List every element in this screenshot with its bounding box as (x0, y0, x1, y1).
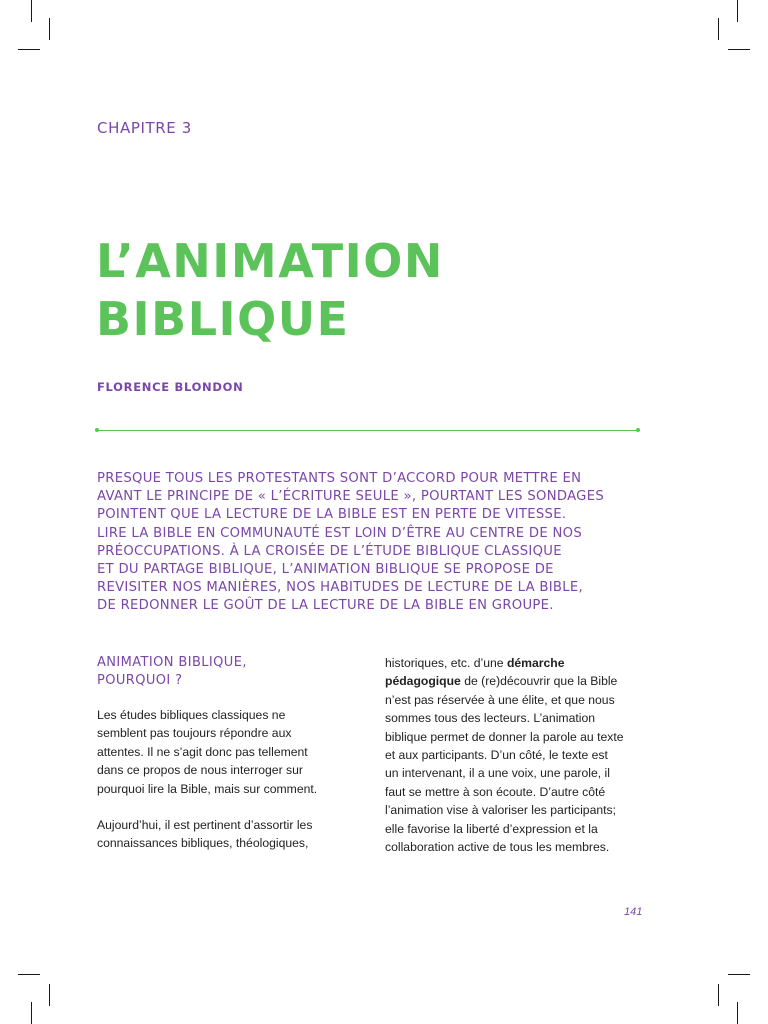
section-heading (97, 654, 337, 689)
crop-mark (49, 18, 50, 40)
body-line: Aujourd’hui, il est pertinent d’assortir les (97, 818, 313, 833)
title-line: L’ANIMATION (96, 234, 444, 288)
body-text: de (re)découvrir que la Bible (460, 674, 618, 689)
body-line: un intervenant, il a une voix, une parole, il (385, 766, 610, 781)
crop-mark (728, 49, 750, 50)
crop-mark (31, 0, 32, 22)
intro-line: AVANT LE PRINCIPE DE « L’ÉCRITURE SEULE », POURTANT LES SONDAGES (97, 489, 604, 505)
body-line: l’animation vise à valoriser les participants; (385, 803, 616, 818)
title-line: BIBLIQUE (96, 292, 350, 346)
body-line: elle favorise la liberté d’expression et la (385, 821, 598, 836)
body-line: attentes. Il ne s’agit donc pas tellement (97, 744, 308, 759)
divider-dot (95, 428, 99, 432)
body-line: collaboration active de tous les membres. (385, 840, 610, 855)
body-line: dans ce propos de nous interroger sur (97, 763, 303, 778)
intro-line: POINTENT QUE LA LECTURE DE LA BIBLE EST EN PERTE DE VITESSE. (97, 507, 567, 523)
body-text: historiques, etc. d’une (385, 656, 507, 670)
paragraph-gap (97, 798, 337, 816)
crop-mark (728, 974, 750, 975)
page-number: 141 (624, 906, 643, 918)
intro-line: PRÉOCCUPATIONS. À LA CROISÉE DE L’ÉTUDE BIBLIQUE CLASSIQUE (97, 543, 562, 559)
body-line: faut se mettre à son écoute. D’autre côté (385, 784, 606, 799)
right-column (385, 654, 645, 856)
intro-line: ET DU PARTAGE BIBLIQUE, L’ANIMATION BIBLIQUE SE PROPOSE DE (97, 562, 554, 578)
body-line (385, 654, 645, 672)
body-line: pourquoi lire la Bible, mais sur comment. (97, 781, 318, 796)
body-line: semblent pas toujours répondre aux (97, 726, 292, 741)
crop-mark (737, 1002, 738, 1024)
emphasis-text: pédagogique (385, 674, 461, 689)
divider (97, 430, 638, 431)
body-line: biblique permet de donner la parole au texte (385, 729, 624, 744)
crop-mark (718, 18, 719, 40)
body-line (385, 672, 645, 690)
crop-mark (737, 0, 738, 22)
crop-mark (31, 1002, 32, 1024)
body-line: n’est pas réservée à une élite, et que nous (385, 692, 615, 707)
section-heading-line: POURQUOI ? (97, 672, 183, 688)
section-heading-line: ANIMATION BIBLIQUE, (97, 655, 247, 670)
intro-line: DE REDONNER LE GOÛT DE LA LECTURE DE LA BIBLE EN GROUPE. (97, 598, 554, 614)
crop-mark (718, 984, 719, 1006)
crop-mark (18, 974, 40, 975)
chapter-label: CHAPITRE 3 (97, 119, 192, 137)
left-column (97, 654, 337, 853)
emphasis-text: démarche (506, 656, 565, 670)
intro-paragraph (97, 470, 657, 616)
crop-mark (49, 984, 50, 1006)
body-line: connaissances bibliques, théologiques, (97, 836, 309, 851)
body-line: sommes tous des lecteurs. L’animation (385, 711, 595, 726)
intro-line: REVISITER NOS MANIÈRES, NOS HABITUDES DE LECTURE DE LA BIBLE, (97, 580, 584, 596)
crop-mark (18, 49, 40, 50)
intro-line: PRESQUE TOUS LES PROTESTANTS SONT D’ACCORD POUR METTRE EN (97, 471, 582, 486)
body-line: et aux participants. D’un côté, le texte est (385, 748, 608, 763)
body-line: Les études bibliques classiques ne (97, 708, 286, 722)
divider-dot (636, 428, 640, 432)
author-name: FLORENCE BLONDON (97, 380, 244, 394)
page-title (96, 232, 656, 348)
intro-line: LIRE LA BIBLE EN COMMUNAUTÉ EST LOIN D’ÊTRE AU CENTRE DE NOS (97, 525, 583, 541)
